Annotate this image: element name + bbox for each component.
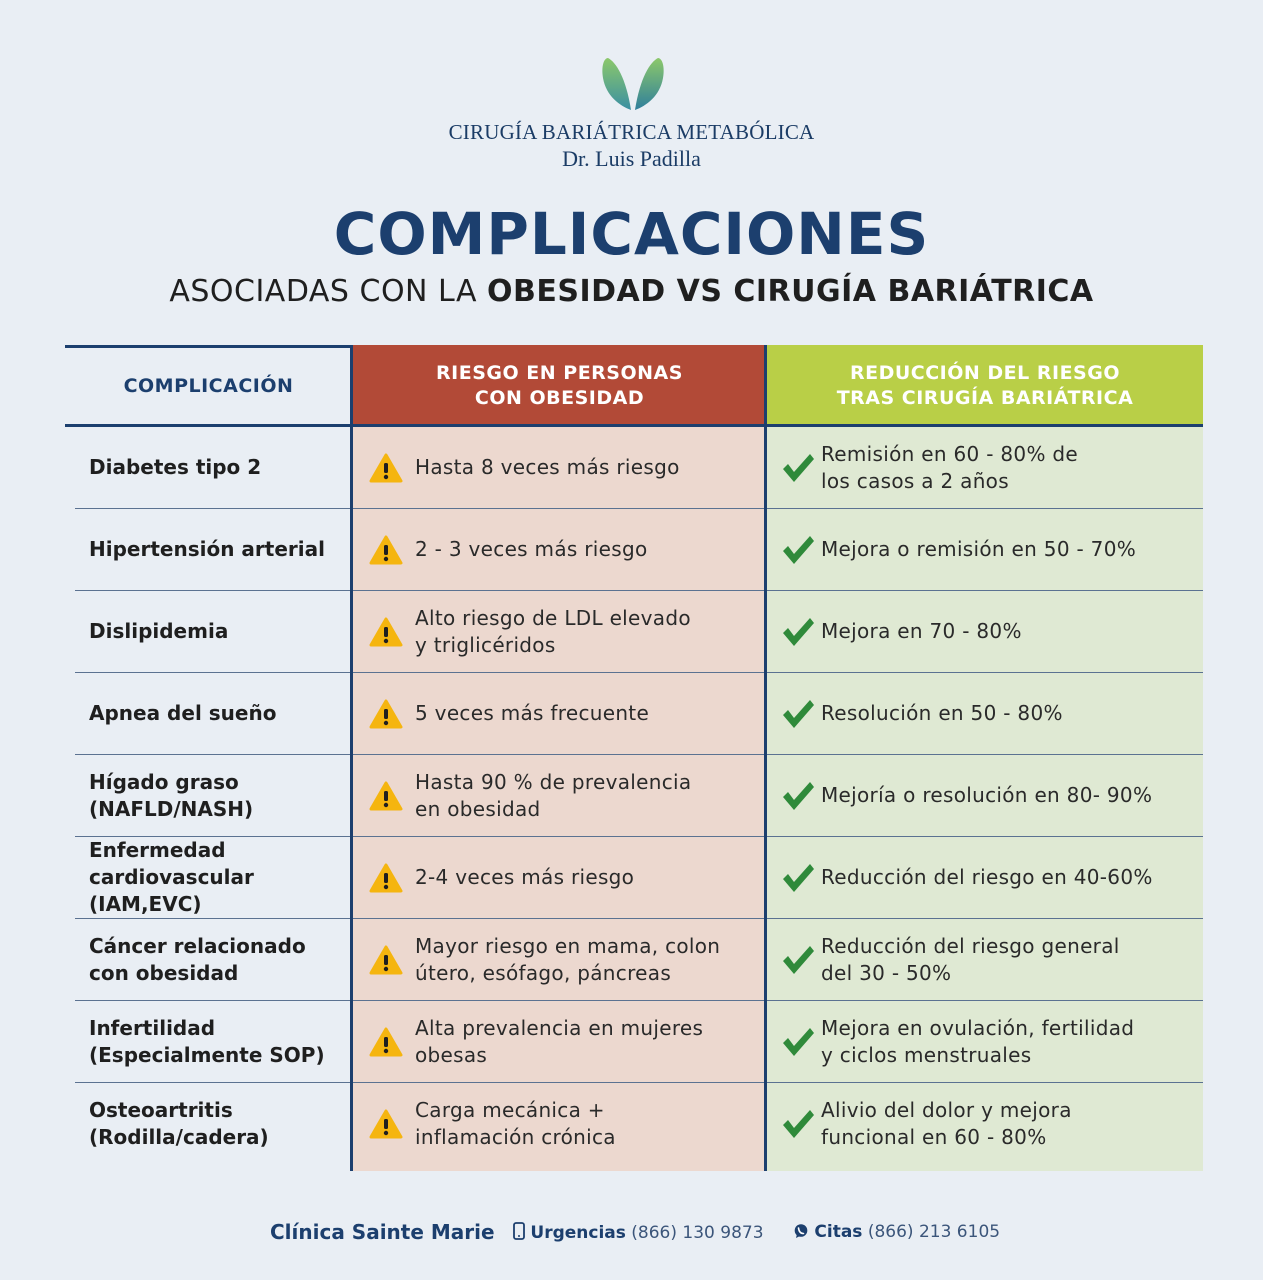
warning-icon: [369, 1109, 403, 1139]
reduction-cell: Mejoría o resolución en 80- 90%: [781, 755, 1201, 836]
reduction-cell: Mejora o remisión en 50 - 70%: [781, 509, 1201, 590]
checkmark-icon: [781, 944, 815, 976]
risk-cell: Carga mecánica + inflamación crónica: [369, 1083, 761, 1164]
table-row: [65, 591, 1203, 673]
table-row: [65, 509, 1203, 591]
complication-cell: Hígado graso (NAFLD/NASH): [89, 769, 254, 821]
reduction-cell: Reducción del riesgo general del 30 - 50%: [781, 919, 1201, 1000]
checkmark-icon: [781, 862, 815, 894]
table-row: [65, 1001, 1203, 1083]
complication-cell: Infertilidad (Especialmente SOP): [89, 1015, 325, 1067]
checkmark-icon: [781, 698, 815, 730]
brand-name: CIRUGÍA BARIÁTRICA METABÓLICA: [448, 120, 815, 144]
warning-icon: [369, 699, 403, 729]
header-complication: COMPLICACIÓN: [123, 374, 294, 397]
complication-cell: Enfermedad cardiovascular (IAM,EVC): [89, 838, 254, 916]
subtitle-bold: OBESIDAD VS CIRUGÍA BARIÁTRICA: [487, 274, 1094, 309]
table-row: [65, 837, 1203, 919]
reduction-cell: Alivio del dolor y mejora funcional en 60 - 80%: [781, 1083, 1201, 1164]
appointments-contact[interactable]: [793, 1222, 1000, 1242]
complication-cell: Dislipidemia: [89, 619, 229, 643]
reduction-cell: Reducción del riesgo en 40-60%: [781, 837, 1201, 918]
header-risk: RIESGO EN PERSONAS CON OBESIDAD: [352, 345, 767, 427]
checkmark-icon: [781, 452, 815, 484]
butterfly-logo-icon: [600, 56, 666, 112]
complication-cell: Apnea del sueño: [89, 701, 277, 725]
warning-icon: [369, 617, 403, 647]
mobile-phone-icon: [513, 1222, 525, 1240]
checkmark-icon: [781, 1108, 815, 1140]
table-row: [65, 919, 1203, 1001]
table-row: [65, 673, 1203, 755]
warning-icon: [369, 781, 403, 811]
checkmark-icon: [781, 1026, 815, 1058]
reduction-cell: Resolución en 50 - 80%: [781, 673, 1201, 754]
warning-icon: [369, 863, 403, 893]
risk-cell: Alta prevalencia en mujeres obesas: [369, 1001, 761, 1082]
whatsapp-icon: [793, 1223, 809, 1239]
risk-cell: Mayor riesgo en mama, colon útero, esófago, páncreas: [369, 919, 761, 1000]
complication-cell: Osteoartritis (Rodilla/cadera): [89, 1097, 269, 1149]
complication-cell: Diabetes tipo 2: [89, 455, 262, 479]
risk-cell: Alto riesgo de LDL elevado y triglicéridos: [369, 591, 761, 672]
urgent-label: Urgencias: [530, 1223, 626, 1243]
reduction-cell: Remisión en 60 - 80% de los casos a 2 años: [781, 427, 1201, 508]
risk-cell: 5 veces más frecuente: [369, 673, 761, 754]
urgent-phone: (866) 130 9873: [631, 1223, 764, 1243]
checkmark-icon: [781, 616, 815, 648]
reduction-cell: Mejora en 70 - 80%: [781, 591, 1201, 672]
appointments-label: Citas: [814, 1222, 863, 1242]
warning-icon: [369, 1027, 403, 1057]
doctor-name: Dr. Luis Padilla: [562, 146, 701, 171]
risk-cell: Hasta 8 veces más riesgo: [369, 427, 761, 508]
complication-cell: Hipertensión arterial: [89, 537, 325, 561]
table-row: [65, 1083, 1203, 1165]
risk-cell: Hasta 90 % de prevalencia en obesidad: [369, 755, 761, 836]
checkmark-icon: [781, 780, 815, 812]
urgent-contact[interactable]: [513, 1222, 764, 1243]
comparison-table: [65, 345, 1203, 1171]
checkmark-icon: [781, 534, 815, 566]
page-subtitle: [0, 274, 1263, 309]
subtitle-regular: ASOCIADAS CON LA: [169, 274, 487, 309]
risk-cell: 2-4 veces más riesgo: [369, 837, 761, 918]
table-row: [65, 755, 1203, 837]
footer: [0, 1218, 1263, 1248]
warning-icon: [369, 945, 403, 975]
clinic-name: Clínica Sainte Marie: [270, 1220, 495, 1244]
table-row: [65, 427, 1203, 509]
header-reduction: REDUCCIÓN DEL RIESGO TRAS CIRUGÍA BARIÁTRICA: [767, 345, 1203, 427]
warning-icon: [369, 453, 403, 483]
page-title: COMPLICACIONES: [333, 200, 930, 268]
warning-icon: [369, 535, 403, 565]
risk-cell: 2 - 3 veces más riesgo: [369, 509, 761, 590]
complication-cell: Cáncer relacionado con obesidad: [89, 933, 306, 985]
reduction-cell: Mejora en ovulación, fertilidad y ciclos menstruales: [781, 1001, 1201, 1082]
appointments-phone: (866) 213 6105: [867, 1222, 1001, 1242]
